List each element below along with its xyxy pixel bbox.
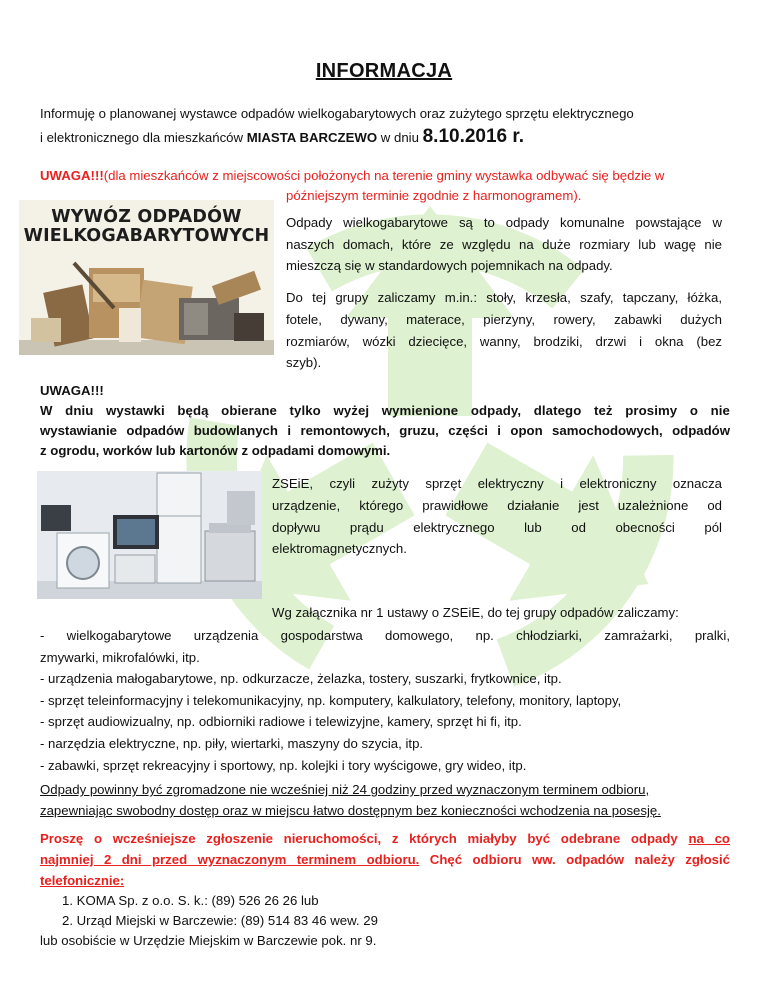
warning-text: (dla mieszkańców z miejscowości położonych na terenie gminy wystawka odbywać się będzie w xyxy=(103,168,665,183)
city-name: MIASTA BARCZEWO xyxy=(246,130,378,145)
warning-line: W dniu wystawki będą obierane tylko wyżej wymienione odpady, dlatego też prosimy o nie xyxy=(40,403,730,418)
zseie-intro: Wg załącznika nr 1 ustawy o ZSEiE, do tej grupy odpadów zaliczamy: xyxy=(272,605,679,620)
request-line-1 xyxy=(40,828,730,849)
definition-line: urządzenie, którego prawidłowe działanie jest uzależnione od xyxy=(272,497,722,513)
request-deadline: na co xyxy=(688,831,730,846)
warning-line-2: późniejszym terminie zgodnie z harmonogramem). xyxy=(286,188,582,203)
request-phone-label: telefonicznie: xyxy=(40,873,125,888)
registration-request xyxy=(40,828,730,891)
intro-line-1: Informuję o planowanej wystawce odpadów wielkogabarytowych oraz zużytego sprzętu elektrycznego xyxy=(40,106,634,121)
list-item: - narzędzia elektryczne, np. piły, wiertarki, maszyny do szycia, itp. xyxy=(40,735,424,751)
request-text: Proszę o wcześniejsze zgłoszenie nieruchomości, z których miałyby być odebrane odpady xyxy=(40,831,678,846)
electronics-illustration xyxy=(37,471,262,599)
warning-label: UWAGA!!! xyxy=(40,383,104,398)
list-item: - wielkogabarytowe urządzenia gospodarstwa domowego, np. chłodziarki, zamrażarki, pralki, xyxy=(40,628,730,643)
list-item: - urządzenia małogabarytowe, np. odkurzacze, żelazka, tostery, suszarki, frytkownice, itp. xyxy=(40,671,562,687)
intro-text-date-prefix: w dniu xyxy=(380,130,419,145)
event-date: 8.10.2016 r. xyxy=(422,126,525,147)
request-line-2 xyxy=(40,849,730,870)
examples-line: fotele, dywany, materace, pierzyny, rowery, zabawki dużych xyxy=(286,311,722,327)
request-text: Chęć odbioru ww. odpadów należy zgłosić xyxy=(419,852,730,867)
definition-line: mieszczą się w standardowych pojemnikach na odpady. xyxy=(286,258,613,273)
examples-line: Do tej grupy zaliczamy m.in.: stoły, krzesła, szafy, tapczany, łóżka, xyxy=(286,290,722,305)
excluded-waste-warning xyxy=(40,381,730,461)
definition-line: naszych domach, które ze względu na duże rozmiary lub wagę nie xyxy=(286,236,722,252)
examples-line: szyb). xyxy=(286,355,322,371)
note-line: zapewniając swobodny dostęp oraz w miejscu łatwo dostępnym bez konieczności wchodzenia na posesję. xyxy=(40,803,661,818)
closing-note: lub osobiście w Urzędzie Miejskim w Barczewie pok. nr 9. xyxy=(40,933,377,948)
definition-line: Odpady wielkogabarytowe są to odpady komunalne powstające w xyxy=(286,215,722,230)
contact-item: 2. Urząd Miejski w Barczewie: (89) 514 83 46 wew. 29 xyxy=(62,913,378,928)
warning-label: UWAGA!!! xyxy=(40,168,104,183)
list-item: zmywarki, mikrofalówki, itp. xyxy=(40,649,200,665)
warning-line-1 xyxy=(40,166,740,186)
list-item: - sprzęt teleinformacyjny i telekomunikacyjny, np. komputery, kalkulatory, telefony, monitory, laptopy, xyxy=(40,692,622,708)
note-line: Odpady powinny być zgromadzone nie wcześniej niż 24 godziny przed wyznaczonym terminem odbioru, xyxy=(40,782,650,797)
intro-text: i elektronicznego dla mieszkańców xyxy=(40,130,244,145)
banner-line-2: WIELKOGABARYTOWYCH xyxy=(23,226,270,246)
bulky-waste-banner-image xyxy=(19,200,274,355)
definition-line: dopływu prądu elektrycznego lub od obecności pól xyxy=(272,519,722,535)
examples-line: rozmiarów, wózki dziecięce, wanny, brodziki, drzwi i okna (bez xyxy=(286,333,722,349)
definition-line: ZSEiE, czyli zużyty sprzęt elektryczny i elektroniczny oznacza xyxy=(272,476,722,491)
definition-line: elektromagnetycznych. xyxy=(272,541,407,557)
zseie-definition xyxy=(272,473,722,560)
banner-line-1: WYWÓZ ODPADÓW xyxy=(51,207,242,227)
list-item: - zabawki, sprzęt rekreacyjny i sportowy, np. kolejki i tory wyścigowe, gry wideo, itp. xyxy=(40,757,527,773)
collection-note xyxy=(40,779,730,821)
contact-list xyxy=(62,891,722,931)
contact-item: 1. KOMA Sp. z o.o. S. k.: (89) 526 26 26 lub xyxy=(62,893,319,908)
electronics-photo xyxy=(37,471,262,599)
list-item: - sprzęt audiowizualny, np. odbiorniki radiowe i telewizyjne, kamery, sprzęt hi fi, itp. xyxy=(40,714,522,730)
intro-line-2 xyxy=(40,127,740,148)
intro-paragraph xyxy=(40,104,740,148)
bulky-waste-examples xyxy=(286,287,722,374)
warning-line: wystawianie odpadów budowlanych i remontowych, gruzu, części i opon samochodowych, odpadów xyxy=(40,423,730,438)
zseie-category-list xyxy=(40,625,730,776)
page-title: INFORMACJA xyxy=(315,60,453,82)
request-deadline: najmniej 2 dni przed wyznaczonym terminem odbioru. xyxy=(40,852,420,867)
warning-line: z ogrodu, worków lub kartonów z odpadami domowymi. xyxy=(40,443,391,458)
bulky-waste-definition xyxy=(286,212,722,277)
furniture-pile-illustration xyxy=(19,248,274,355)
